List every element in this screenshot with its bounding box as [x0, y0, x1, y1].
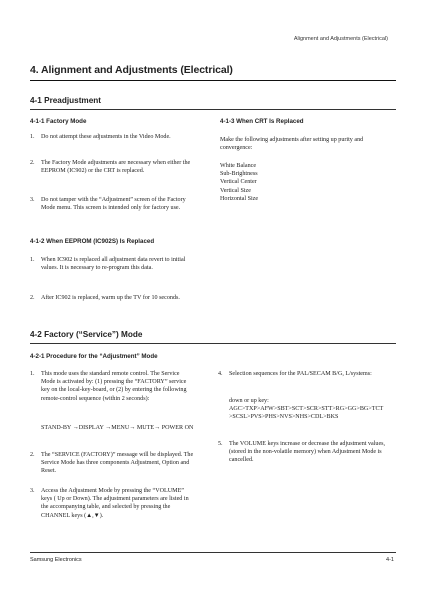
- list-item-text: Access the Adjustment Mode by pressing the “VOLUME” keys ( Up or Down). The adjustment parameters are listed in the accompanying table, and selected by pressing the CHANNEL keys (▲,▼).: [41, 488, 189, 519]
- list-item-text: The “SERVICE (FACTORY)” message will be displayed. The Service Mode has three components Adjustment, Option and Reset.: [41, 452, 194, 475]
- list-item-number: 2.: [30, 295, 35, 301]
- chapter-title-rule: [30, 80, 396, 81]
- subsection-title-adjustment-procedure: 4-2-1 Procedure for the “Adjustment” Mode: [30, 353, 158, 360]
- list-item-number: 2.: [30, 160, 35, 166]
- list-item: [218, 440, 390, 465]
- list-item: Vertical Center: [220, 179, 257, 186]
- list-item-text: Do not attempt these adjustments in the Video Mode.: [41, 134, 171, 140]
- remote-sequence: STAND-BY →DISPLAY →MENU→ MUTE→ POWER ON: [41, 425, 194, 431]
- running-header: Alignment and Adjustments (Electrical): [293, 36, 388, 42]
- list-item: [30, 196, 194, 212]
- page-number: 4-1: [386, 557, 394, 563]
- list-item-text: The Factory Mode adjustments are necessary when either the EEPROM (IC902) or the CRT is replaced.: [41, 160, 191, 175]
- list-item-number: 1.: [30, 134, 35, 140]
- section-rule: [30, 109, 396, 110]
- list-item: Horizontal Size: [220, 195, 259, 202]
- list-item-number: 3.: [30, 197, 35, 203]
- selection-sequence: AGC>TXP>AFW>SBT>SCT>SCR>STT>RG>GG>BG>TCT>SCSL>PVS>PHS>NVS>NHS>CDL>BKS: [229, 406, 384, 421]
- chapter-title: 4. Alignment and Adjustments (Electrical): [30, 64, 233, 76]
- list-item: Sub-Brightness: [220, 171, 258, 178]
- list-item-number: 4.: [218, 371, 223, 377]
- list-item: [218, 370, 386, 378]
- list-item-text: Do not tamper with the “Adjustment” screen of the Factory Mode menu. This screen is intended only for factory use.: [41, 197, 186, 212]
- list-item: [30, 133, 194, 141]
- crt-intro: Make the following adjustments after setting up purity and convergence:: [220, 137, 364, 152]
- list-item-text: When IC902 is replaced all adjustment data revert to initial values. It is necessary to re-program this data.: [41, 257, 186, 272]
- list-item: Vertical Size: [220, 187, 251, 194]
- crt-adjustment-list: [220, 162, 258, 203]
- section-title-preadjustment: 4-1 Preadjustment: [30, 96, 101, 105]
- list-item: [30, 487, 194, 520]
- section-rule: [30, 343, 396, 344]
- subsection-title-factory-mode: 4-1-1 Factory Mode: [30, 118, 87, 125]
- list-item-text: This mode uses the standard remote control. The Service Mode is activated by: (1) pressing the “FACTORY” service key on the local-key-board, or (2) by entering the following remote-control sequence (within 2 seconds):: [41, 371, 187, 402]
- list-item: White Balance: [220, 163, 257, 169]
- subsection-title-crt-replaced: 4-1-3 When CRT Is Replaced: [220, 118, 304, 125]
- list-item-number: 2.: [30, 452, 35, 458]
- section-title-factory-mode: 4-2 Factory (“Service”) Mode: [30, 330, 143, 339]
- list-item: [30, 159, 194, 175]
- selection-sequence-label: down or up key:: [229, 398, 269, 404]
- list-item-number: 5.: [218, 441, 223, 447]
- list-item-text: The VOLUME keys increase or decrease the adjustment values, (stored in the non-volatile memory) when Adjustment Mode is cancelled.: [229, 441, 386, 464]
- list-item-number: 3.: [30, 488, 35, 494]
- list-item: [30, 370, 194, 403]
- list-item-number: 1.: [30, 371, 35, 377]
- subsection-title-eeprom-replaced: 4-1-2 When EEPROM (IC902S) Is Replaced: [30, 238, 155, 245]
- footer-publisher: Samsung Electronics: [30, 557, 82, 563]
- list-item-number: 1.: [30, 257, 35, 263]
- list-item: [30, 256, 194, 272]
- list-item: [30, 294, 194, 302]
- list-item-text: After IC902 is replaced, warm up the TV for 10 seconds.: [41, 295, 180, 301]
- list-item-text: Selection sequences for the PAL/SECAM B/G, L/systems:: [229, 371, 372, 377]
- footer-rule: [30, 552, 396, 553]
- list-item: [30, 451, 194, 476]
